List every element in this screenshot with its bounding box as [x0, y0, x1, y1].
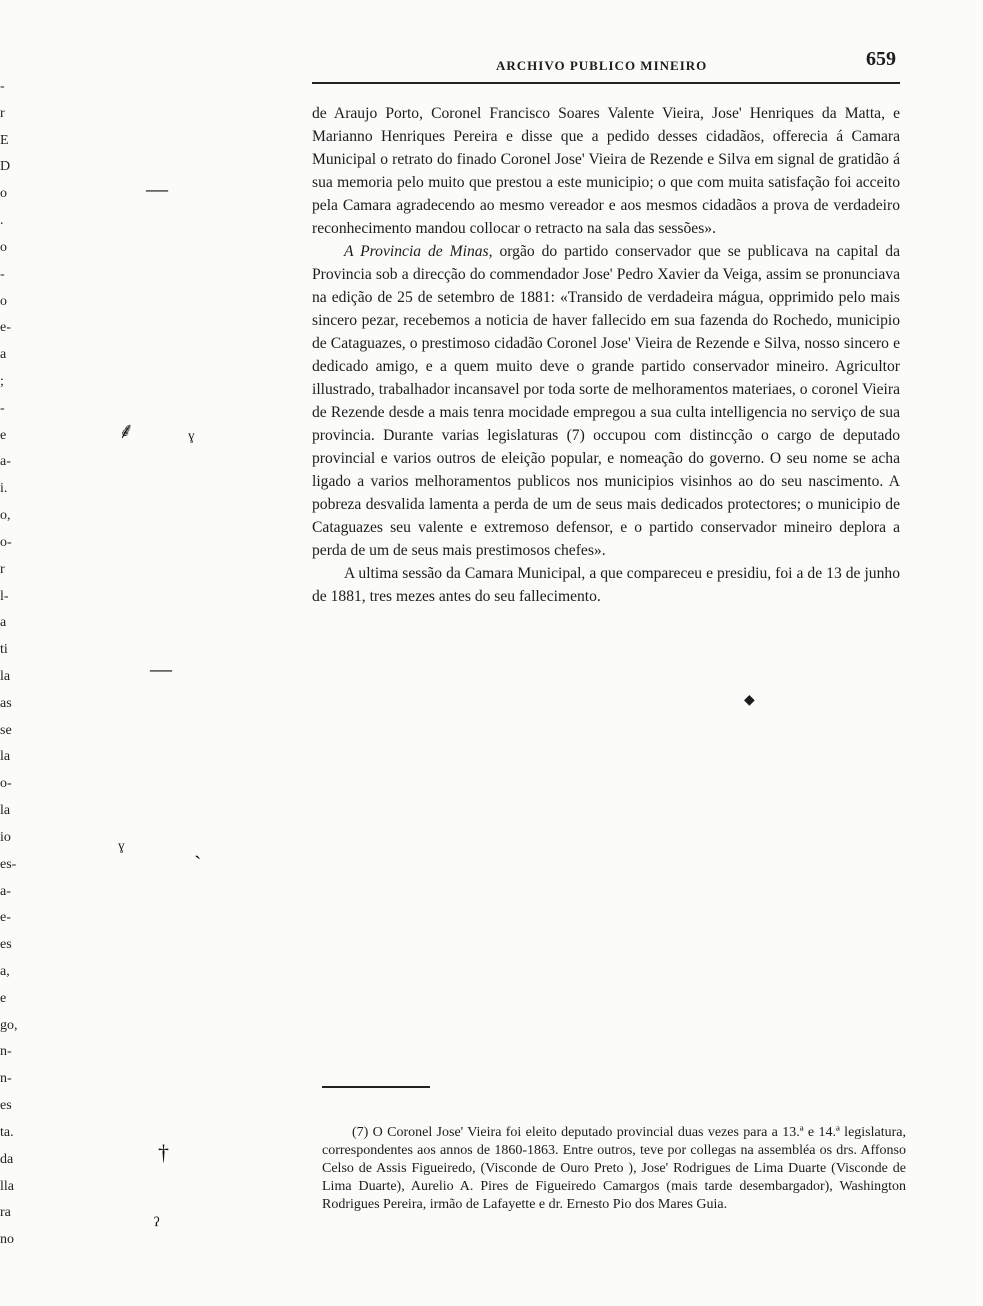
footnote	[322, 1124, 906, 1214]
scan-speck: —	[146, 176, 168, 201]
gutter-fragment: lla	[0, 1180, 14, 1194]
scan-speck: ˏ	[194, 834, 202, 859]
gutter-fragment: l-	[0, 590, 9, 604]
gutter-fragment: no	[0, 1233, 14, 1247]
gutter-fragment: se	[0, 724, 12, 738]
scan-speck: ˠ	[118, 836, 125, 861]
gutter-fragment: es-	[0, 858, 17, 872]
gutter-fragment: n-	[0, 1072, 12, 1086]
gutter-fragment: r	[0, 107, 5, 121]
gutter-fragment: o-	[0, 777, 12, 791]
gutter-fragment: .	[0, 214, 4, 228]
gutter-fragment: -	[0, 402, 5, 416]
gutter-fragment: ra	[0, 1206, 11, 1220]
gutter-fragment: o,	[0, 509, 11, 523]
gutter-fragment: i.	[0, 482, 8, 496]
gutter-fragment: ti	[0, 643, 8, 657]
ornament-bullet: ◆	[744, 693, 755, 708]
running-head: ARCHIVO PUBLICO MINEIRO	[496, 58, 708, 73]
main-text	[312, 102, 900, 608]
gutter-fragment: io	[0, 831, 11, 845]
scan-speck: †	[158, 1140, 169, 1165]
gutter-fragment: a	[0, 348, 7, 362]
newspaper-title: A Provincia de Minas,	[344, 243, 493, 260]
paragraph-2-text: orgão do partido conservador que se publicava na capital da Provincia sob a direcção do commendador Jose' Pedro Xavier da Veiga, assim se pronunciava na edição de 25 de setembro de 1881: «Transido de verdadeira mágua, opprimido pelo mais sincero pezar, recebemos a noticia de haver fallecido em sua fazenda do Rochedo, municipio de Cataguazes, o prestimoso cidadão Coronel Jose' Vieira de Rezende e Silva, nosso sincero e dedicado amigo, e a quem muito deve o grande partido conservador mineiro. Agricultor illustrado, trabalhador incansavel por toda sorte de melhoramentos materiaes, o coronel Vieira de Rezende desde a mais tenra mocidade empregou a sua culta intelligencia no serviço de sua provincia. Durante varias legislaturas (7) occupou com distincção o cargo de deputado provincial e varios outros de eleição popular, e nomeação do governo. O seu nome se acha ligado a varios melhoramentos publicos nos municipios visinhos ao do seu nascimento. A pobreza desvalida lamenta a perda de um de seus mais dedicados protectores; o municipio de Cataguazes seu valente e extremoso defensor, e o partido conservador mineiro deplora a perda de um de seus mais prestimosos chefes».	[312, 243, 901, 559]
gutter-fragment: la	[0, 750, 11, 764]
gutter-fragment: n-	[0, 1045, 12, 1059]
gutter-fragment: ;	[0, 375, 4, 389]
gutter-fragment: a-	[0, 455, 11, 469]
gutter-fragment: o	[0, 187, 7, 201]
footnote-7: (7) O Coronel Jose' Vieira foi eleito deputado provincial duas vezes para a 13.ª e 14.ª legislatura, correspondentes aos annos de 1860-1863. Entre outros, teve por collegas na assembléa os drs. Affonso Celso de Assis Figueiredo, (Visconde de Ouro Preto ), Jose' Rodrigues de Lima Duarte (Visconde de Lima Duarte), Aurelio A. Pires de Figueiredo Camargos (mais tarde desembargador), Washington Rodrigues Pereira, irmão de Lafayette e dr. Ernesto Pio dos Mares Guia.	[322, 1125, 906, 1212]
scan-speck: —	[150, 656, 172, 681]
gutter-fragment: as	[0, 697, 12, 711]
gutter-fragment: E	[0, 134, 9, 148]
gutter-fragment: o-	[0, 536, 12, 550]
paragraph-1: de Araujo Porto, Coronel Francisco Soares Valente Vieira, Jose' Henriques da Matta, e Marianno Henriques Pereira e disse que a pedido desses cidadãos, offerecia á Camara Municipal o retrato do finado Coronel Jose' Vieira de Rezende e Silva em signal de gratidão á sua memoria pelo muito que prestou a este municipio; o que com muita satisfação foi acceito pela Camara agradecendo ao mesmo vereador e aos mesmos cidadãos a prova de verdadeiro reconhecimento mandou collocar o retracto na sala das sessões».	[312, 105, 900, 237]
gutter-fragment: es	[0, 1099, 12, 1113]
gutter-fragment: go,	[0, 1019, 18, 1033]
gutter-fragment: r	[0, 563, 5, 577]
gutter-fragment: a-	[0, 885, 11, 899]
gutter-fragment: o	[0, 241, 7, 255]
gutter-fragment: ta.	[0, 1126, 14, 1140]
gutter-fragment: D	[0, 160, 11, 174]
scan-speck: ˀ	[154, 1212, 160, 1237]
scan-speck: ˠ	[188, 426, 195, 451]
gutter-fragment: a	[0, 616, 7, 630]
gutter-fragment: la	[0, 670, 11, 684]
facing-page-bleed	[0, 80, 22, 1280]
footnote-rule	[322, 1086, 430, 1088]
gutter-fragment: la	[0, 804, 11, 818]
scan-speck: ⸙	[118, 418, 135, 443]
header-rule	[312, 82, 900, 84]
gutter-fragment: -	[0, 268, 5, 282]
gutter-fragment: da	[0, 1153, 14, 1167]
paragraph-3: A ultima sessão da Camara Municipal, a que compareceu e presidiu, foi a de 13 de junho de 1881, tres mezes antes do seu fallecimento.	[312, 565, 900, 605]
paragraph-2	[312, 240, 900, 562]
page-number: 659	[866, 48, 896, 70]
gutter-fragment: e-	[0, 911, 11, 925]
gutter-fragment: e-	[0, 321, 11, 335]
gutter-fragment: o	[0, 295, 7, 309]
gutter-fragment: -	[0, 80, 5, 94]
gutter-fragment: e	[0, 429, 7, 443]
gutter-fragment: e	[0, 992, 7, 1006]
gutter-fragment: es	[0, 938, 12, 952]
gutter-fragment: a,	[0, 965, 10, 979]
